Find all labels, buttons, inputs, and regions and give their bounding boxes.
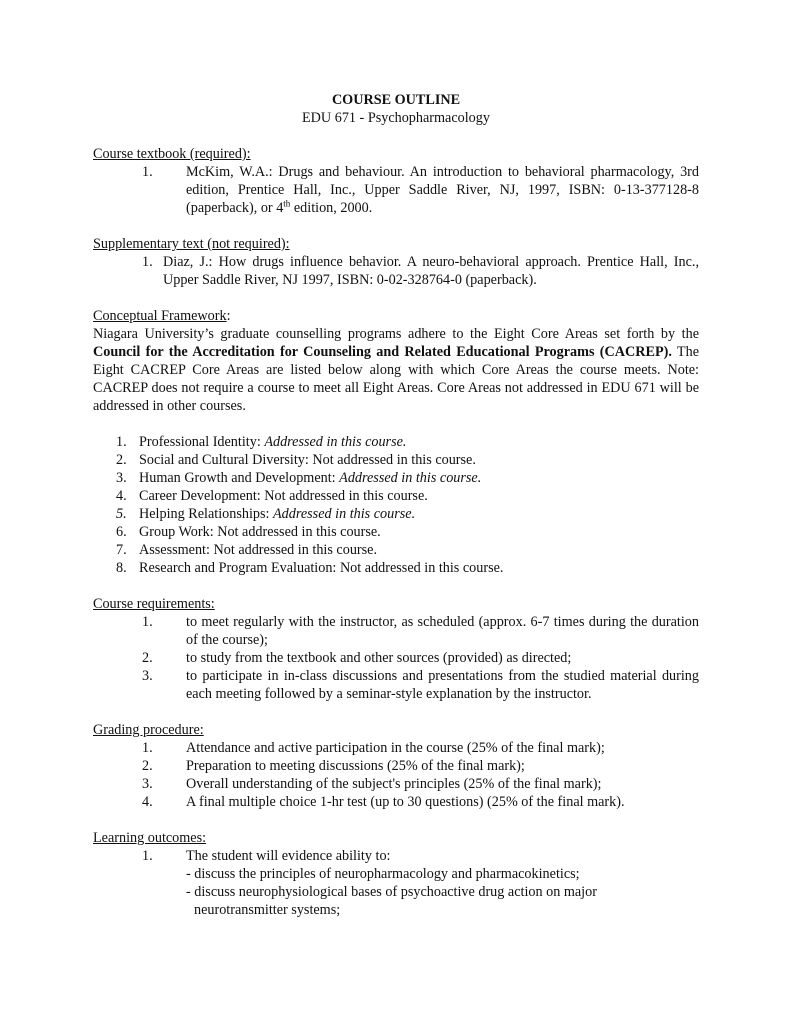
grading-item [93, 793, 699, 811]
core-area-label: Human Growth and Development: [139, 470, 340, 486]
requirement-text: to study from the textbook and other sources (provided) as directed; [186, 650, 572, 666]
item-number: 4. [116, 488, 127, 504]
outcome-text: The student will evidence ability to: [186, 848, 391, 864]
core-area-item [93, 433, 699, 451]
grading-heading: Grading procedure: [93, 722, 204, 738]
requirement-item [93, 649, 699, 667]
textbook-citation-a: McKim, W.A.: Drugs and behaviour. An introduction to behavioral pharmacology, 3rd edition, Prentice Hall, Inc., Upper Saddle River, NJ, 1997, ISBN: 0-13-377128-8 (paperback), or 4 [186, 164, 699, 216]
core-area-label: Helping Relationships: [139, 506, 273, 522]
core-area-label: Group Work: [139, 524, 218, 540]
framework-heading-colon: : [226, 308, 231, 324]
requirement-text: to participate in in-class discussions and presentations from the studied material during each meeting followed by a seminar-style explanation by the instructor. [186, 668, 699, 702]
item-number: 1. [142, 848, 153, 864]
outcome-item [93, 847, 699, 865]
framework-heading-line [93, 307, 699, 325]
textbook-item [93, 163, 699, 217]
grading-text: Preparation to meeting discussions (25% of the final mark); [186, 758, 525, 774]
grading-item [93, 775, 699, 793]
item-number: 5. [116, 506, 127, 522]
grading-text: Overall understanding of the subject's principles (25% of the final mark); [186, 776, 602, 792]
core-area-item [93, 451, 699, 469]
core-area-label: Career Development: [139, 488, 265, 504]
core-area-status: Not addressed in this course. [213, 542, 378, 558]
superscript-th: th [283, 198, 291, 209]
framework-heading: Conceptual Framework [93, 308, 227, 324]
item-number: 1. [142, 614, 153, 630]
item-number: 7. [116, 542, 127, 558]
document-title: COURSE OUTLINE [331, 92, 461, 108]
framework-text-1: Niagara University’s graduate counselling programs adhere to the Eight Core Areas set forth by the [93, 326, 699, 342]
item-number: 2. [142, 650, 153, 666]
item-number: 2. [116, 452, 127, 468]
core-area-item [93, 469, 699, 487]
core-areas-list [93, 433, 699, 577]
core-area-status: Not addressed in this course. [339, 560, 504, 576]
supplementary-heading: Supplementary text (not required): [93, 236, 290, 252]
item-number: 1. [116, 434, 127, 450]
core-area-item [93, 505, 699, 523]
grading-item [93, 757, 699, 775]
framework-paragraph [93, 325, 699, 415]
core-area-label: Social and Cultural Diversity: [139, 452, 313, 468]
document-page [93, 91, 699, 919]
item-number: 1. [142, 164, 153, 180]
core-area-status: Not addressed in this course. [312, 452, 476, 468]
grading-item [93, 739, 699, 757]
core-area-label: Professional Identity: [139, 434, 265, 450]
course-code-title: EDU 671 - Psychopharmacology [302, 110, 490, 126]
core-area-item [93, 523, 699, 541]
core-area-status: Not addressed in this course. [217, 524, 381, 540]
item-number: 6. [116, 524, 127, 540]
outcome-bullet-continuation: neurotransmitter systems; [194, 902, 341, 918]
core-area-label: Research and Program Evaluation: [139, 560, 340, 576]
core-area-status: Addressed in this course. [264, 434, 407, 450]
core-area-item [93, 559, 699, 577]
cacrep-council-name: Council for the Accreditation for Counseling and Related Educational Programs (CACREP). [93, 344, 672, 360]
core-area-status: Not addressed in this course. [264, 488, 428, 504]
core-area-item [93, 541, 699, 559]
outcomes-heading: Learning outcomes: [93, 830, 207, 846]
grading-text: A final multiple choice 1-hr test (up to 30 questions) (25% of the final mark). [186, 794, 625, 810]
item-number: 1. [142, 740, 153, 756]
core-area-status: Addressed in this course. [273, 506, 416, 522]
supplementary-item [93, 253, 699, 289]
grading-text: Attendance and active participation in the course (25% of the final mark); [186, 740, 605, 756]
core-area-label: Assessment: [139, 542, 214, 558]
core-area-item [93, 487, 699, 505]
item-number: 8. [116, 560, 127, 576]
supplementary-citation: Diaz, J.: How drugs influence behavior. A neuro-behavioral approach. Prentice Hall, Inc., Upper Saddle River, NJ 1997, ISBN: 0-02-328764-0 (paperback). [163, 254, 699, 288]
core-area-status: Addressed in this course. [339, 470, 482, 486]
outcome-bullet: - discuss the principles of neuropharmacology and pharmacokinetics; [186, 866, 580, 882]
textbook-heading: Course textbook (required): [93, 146, 251, 162]
requirement-item [93, 613, 699, 649]
item-number: 3. [142, 668, 153, 684]
requirement-item [93, 667, 699, 703]
item-number: 1. [142, 254, 153, 270]
item-number: 2. [142, 758, 153, 774]
item-number: 4. [142, 794, 153, 810]
item-number: 3. [142, 776, 153, 792]
outcome-bullet: - discuss neurophysiological bases of psychoactive drug action on major [186, 884, 597, 900]
requirement-text: to meet regularly with the instructor, as scheduled (approx. 6-7 times during the duration of the course); [186, 614, 699, 648]
framework-text-2: The Eight CACREP Core Areas are listed below along with which Core Areas the course meets. Note: CACREP does not require a course to meet all Eight Areas. Core Areas not addressed in EDU 671 will be addressed in other courses. [93, 344, 699, 414]
textbook-citation-b: edition, 2000. [290, 200, 373, 216]
requirements-heading: Course requirements: [93, 596, 215, 612]
item-number: 3. [116, 470, 127, 486]
